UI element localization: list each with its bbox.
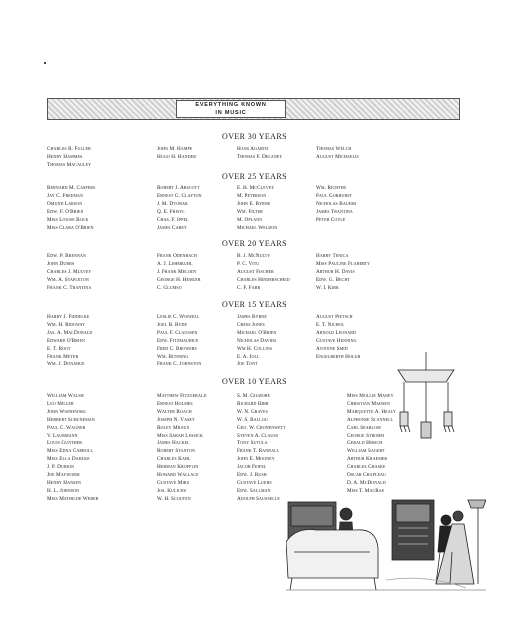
name-entry: Q. E. Frisyl <box>157 208 185 215</box>
name-entry: Charles Kahl <box>157 456 191 463</box>
name-entry: James Hackel <box>157 440 190 447</box>
name-entry: Wm. Richter <box>316 185 347 191</box>
name-entry: Herman Kropflin <box>157 464 199 471</box>
name-entry: August Fischer <box>237 268 274 275</box>
name-entry: Bernard M. Caspers <box>47 185 96 191</box>
name-entry: W. H. Scouten <box>157 495 191 502</box>
name-entry: Miss Mollie Maney <box>347 393 394 399</box>
name-entry: Carl Seablom <box>347 424 381 431</box>
name-entry: Howard Wallace <box>157 472 199 479</box>
name-entry: Joe Tont <box>237 361 258 368</box>
name-entry: Ernest Holmes <box>157 400 193 407</box>
name-entry: Michael O'Brien <box>237 329 277 336</box>
name-entry: Miss Ella Dahlke <box>47 456 90 463</box>
banner-line-1: EVERYTHING KNOWN <box>195 102 267 108</box>
name-entry: W. I. Kirk <box>316 284 339 291</box>
name-entry: Matthew Fitzgerald <box>157 393 207 399</box>
name-entry: Frank T. Randall <box>237 448 280 455</box>
name-entry: Wm. A. Stapleton <box>47 276 89 283</box>
name-column <box>316 253 370 293</box>
name-entry: John Wisniewski <box>47 408 86 415</box>
name-entry: Leslie C. Wiswell <box>157 314 200 320</box>
name-entry: Thomas F. Delaney <box>237 153 283 160</box>
name-entry: Joel B. Ryde <box>157 321 188 328</box>
name-entry: August Michaelis <box>316 153 359 160</box>
name-entry: Frank C. Trantina <box>47 284 92 291</box>
name-entry: Louis Gunther <box>47 440 83 447</box>
name-entry: William Sagert <box>347 448 385 455</box>
name-entry: J. M. Dvorak <box>157 200 188 207</box>
name-entry: Thomas Macauley <box>47 161 92 168</box>
name-entry: John E. Mooney <box>237 456 275 463</box>
name-entry: M. Oplann <box>237 216 263 223</box>
name-entry: Hugo H. Hander <box>157 153 196 160</box>
name-entry: E. T. Root <box>47 345 71 352</box>
name-entry: August Pietsch <box>316 314 353 320</box>
name-entry: Edw. Fitzmaurice <box>157 337 199 344</box>
name-column <box>47 146 91 170</box>
name-entry: J. P. Durkin <box>47 464 75 471</box>
name-entry: William Walsh <box>47 393 84 399</box>
name-column <box>47 314 92 369</box>
name-entry: Wm. J. Donahue <box>47 361 85 368</box>
name-entry: Oscar Chapleau <box>347 472 387 479</box>
name-column <box>157 185 202 232</box>
banner-line-2: IN MUSIC <box>215 109 247 116</box>
name-entry: Frank C. Johnston <box>157 361 202 368</box>
section-heading-over-10: OVER 10 YEARS <box>222 377 287 386</box>
name-entry: Jos. Kulicek <box>157 487 187 494</box>
speck-mark <box>44 62 46 64</box>
name-entry: Leo Miller <box>47 400 74 407</box>
name-entry: Wm. Filter <box>237 208 263 215</box>
name-entry: Edw. P. Brennan <box>47 253 86 259</box>
name-entry: Herbert Schuneman <box>47 416 95 423</box>
name-entry: Edward O'Brien <box>47 337 86 344</box>
name-entry: Joe Mayworm <box>47 472 80 479</box>
name-entry: Nicholas Bauers <box>316 200 357 207</box>
name-entry: S. M. Gilmore <box>237 393 271 399</box>
name-column <box>237 253 290 293</box>
name-entry: V. Laurmann <box>47 432 78 439</box>
name-entry: Michael Weldon <box>237 224 278 231</box>
name-entry: Jas. A. MacDonald <box>47 329 93 336</box>
name-column <box>157 253 201 293</box>
name-entry: Hans Agarth <box>237 146 269 152</box>
name-entry: Nicholas Davids <box>237 337 277 344</box>
name-entry: Ernest G. Clayton <box>157 192 202 199</box>
name-entry: George Strohm <box>347 432 385 439</box>
name-entry: Miss Pauline Flaherty <box>316 260 371 267</box>
name-entry: Miss Louise Bock <box>47 216 89 223</box>
name-entry: Miss T. MacRae <box>347 487 385 494</box>
name-column <box>47 185 95 232</box>
name-entry: Cress Jones <box>237 321 265 328</box>
name-entry: Charles Hinderscheid <box>237 276 290 283</box>
salon-dance-illustration <box>286 352 486 595</box>
name-entry: Alphonse Scannell <box>347 416 394 423</box>
name-entry: Tony Sutula <box>237 440 268 447</box>
name-entry: Omund Larson <box>47 200 83 207</box>
name-column <box>157 393 206 504</box>
name-entry: Miss Mathilde Weber <box>47 495 99 502</box>
name-entry: Gustave Henning <box>316 337 357 344</box>
name-entry: Edw. J. Rush <box>237 472 267 479</box>
name-entry: Robert J. Abscott <box>157 185 200 191</box>
name-column <box>47 393 98 504</box>
name-entry: Frank Meter <box>47 353 79 360</box>
name-entry: E. H. McClevey <box>237 185 275 191</box>
name-entry: W. N. Graves <box>237 408 268 415</box>
name-entry: Christian Madsen <box>347 400 390 407</box>
name-entry: Gustave Luebs <box>237 479 272 486</box>
name-column <box>316 146 359 162</box>
name-entry: Jacob Feifel <box>237 464 267 471</box>
name-entry: Paul F. Claussen <box>157 329 198 336</box>
name-entry: Engelberth Holub <box>316 353 361 360</box>
name-entry: C. Glumso <box>157 284 182 291</box>
section-heading-over-30: OVER 30 YEARS <box>222 132 287 141</box>
name-entry: Frank Odenbach <box>157 253 197 259</box>
name-entry: Walter Roach <box>157 408 192 415</box>
name-entry: Roley Mraux <box>157 424 190 431</box>
section-heading-over-25: OVER 25 YEARS <box>222 172 287 181</box>
name-column <box>237 314 277 369</box>
name-entry: Joseph N. Vasey <box>157 416 195 423</box>
name-entry: Richard Hirr <box>237 400 269 407</box>
name-entry: John E. Byrne <box>237 200 271 207</box>
name-column <box>237 185 277 232</box>
name-entry: Harry J. Fiddelke <box>47 314 90 320</box>
name-entry: C. F. Farr <box>237 284 261 291</box>
header-banner <box>47 98 460 120</box>
name-entry: Geo. W. Cronenwett <box>237 424 286 431</box>
name-entry: Miss Clara O'Brien <box>47 224 94 231</box>
name-entry: Henry Hammes <box>47 153 83 160</box>
name-entry: Charles Chaske <box>347 464 386 471</box>
name-entry: John Dubbs <box>47 260 75 267</box>
name-entry: Charles R. Fuller <box>47 146 91 152</box>
banner-label <box>176 100 286 118</box>
name-entry: James Carey <box>157 224 187 231</box>
name-entry: Charles J. Mulvey <box>47 268 92 275</box>
name-entry: Steven A. Clauss <box>237 432 279 439</box>
name-entry: Adolph Sausselle <box>237 495 280 502</box>
name-entry: Fred C. Browers <box>157 345 197 352</box>
name-entry: George H. Hemler <box>157 276 201 283</box>
name-entry: Edw. G. Becht <box>316 276 350 283</box>
name-entry: Antoine Smid <box>316 345 348 352</box>
name-entry: Jay C. Freeman <box>47 192 83 199</box>
name-column <box>157 314 201 369</box>
name-column <box>47 253 91 293</box>
name-entry: Miss Edna Carroll <box>47 448 93 455</box>
section-heading-over-15: OVER 15 YEARS <box>222 300 287 309</box>
name-entry: M. Peterson <box>237 192 267 199</box>
name-entry: Marquette A. Healy <box>347 408 396 415</box>
name-entry: Arnold Leonard <box>316 329 357 336</box>
name-entry: James Byrne <box>237 314 267 320</box>
name-entry: Robert Stanton <box>157 448 195 455</box>
name-entry: Wm H. Collins <box>237 345 273 352</box>
section-heading-over-20: OVER 20 YEARS <box>222 239 287 248</box>
name-entry: Edw. Sallman <box>237 487 271 494</box>
name-entry: Henry Hansen <box>47 479 81 486</box>
name-entry: D. A. McDonald <box>347 479 386 486</box>
name-entry: H. L. Johnson <box>47 487 80 494</box>
name-entry: E. A. Joll <box>237 353 260 360</box>
name-entry: James Trantina <box>316 208 353 215</box>
name-entry: Wm. Bunning <box>157 353 189 360</box>
name-entry: Miss Sarah Lessick <box>157 432 203 439</box>
name-entry: Harry Tenica <box>316 253 349 259</box>
name-entry: John M. Hampe <box>157 146 193 152</box>
name-entry: Arthur H. Davis <box>316 268 355 275</box>
name-entry: Paul C. Wagner <box>47 424 86 431</box>
name-column <box>157 146 196 162</box>
name-entry: Chas. F. Ippel <box>157 216 189 223</box>
name-column <box>237 393 286 504</box>
name-entry: Gustave Mirz <box>157 479 190 486</box>
name-entry: P. C. Vitu <box>237 260 260 267</box>
name-entry: W. S. Ballou <box>237 416 268 423</box>
name-entry: Edw. F. O'Brien <box>47 208 84 215</box>
name-entry: B. J. McNulty <box>237 253 271 259</box>
name-entry: J. Frank Melody <box>157 268 197 275</box>
name-entry: Wm. H. Ridgway <box>47 321 86 328</box>
name-entry: Peter Coyle <box>316 216 346 223</box>
name-entry: Gerald Hirsch <box>347 440 383 447</box>
name-entry: Arthur Kraemer <box>347 456 388 463</box>
name-entry: A. J. Lehmkuhl <box>157 260 193 267</box>
name-column <box>316 185 356 225</box>
name-entry: Paul Gorhurst <box>316 192 353 199</box>
name-column <box>237 146 282 162</box>
name-entry: E. T. Nichol <box>316 321 345 328</box>
name-entry: Thomas Welch <box>316 146 352 152</box>
